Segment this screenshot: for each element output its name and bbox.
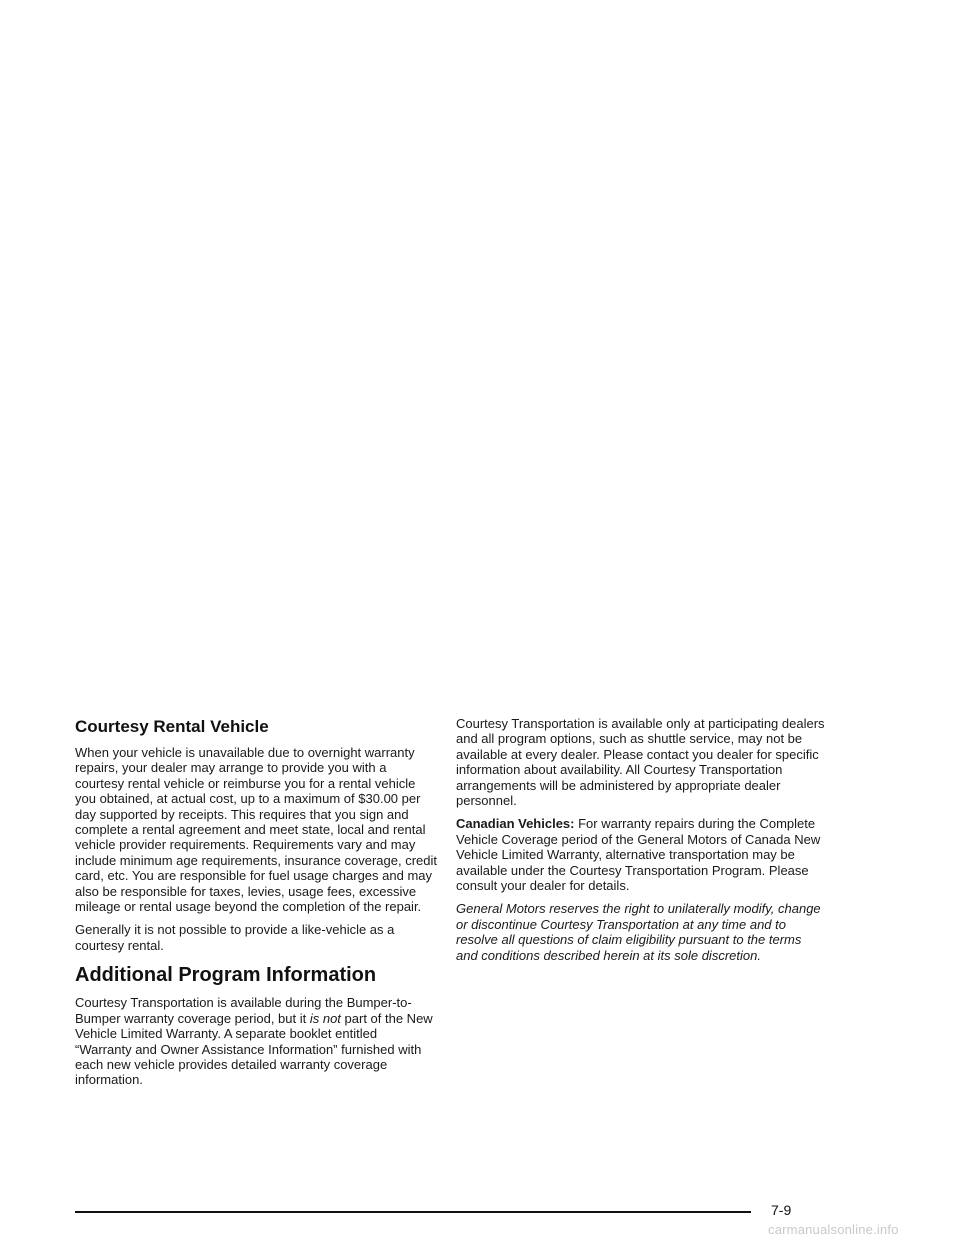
- footer-rule: [75, 1211, 751, 1213]
- watermark: carmanualsonline.info: [768, 1222, 899, 1237]
- disclaimer-text: General Motors reserves the right to unilaterally modify, change or discontinue Courtesy Transportation at any time and to resolve all questions of claim eligibility pursuant to the terms and conditions described herein at its sole discretion.: [456, 901, 821, 963]
- paragraph-additional-program: [75, 995, 437, 1087]
- text-segment: part of the New Vehicle Limited Warranty. A separate booklet entitled “Warranty and Owner Assistance Information” furnished with each new vehicle provides detailed warranty coverage information.: [75, 1010, 433, 1088]
- paragraph-disclaimer: [456, 901, 826, 963]
- paragraph-canadian-vehicles: [456, 816, 826, 893]
- paragraph-availability: Courtesy Transportation is available only at participating dealers and all program options, such as shuttle service, may not be available at every dealer. Please contact you dealer for specific information about availability. All Courtesy Transportation arrangements will be administered by appropriate dealer personnel.: [456, 716, 825, 809]
- text-canadian-vehicles: For warranty repairs during the Complete Vehicle Coverage period of the General Motors of Canada New Vehicle Limited Warranty, alternative transportation may be available under the Courtesy Transportation Program. Please consult your dealer for details.: [456, 816, 821, 894]
- left-column: [75, 716, 437, 1096]
- text-segment: Courtesy Transportation is available during the Bumper-to-Bumper warranty coverage period, but it: [75, 995, 412, 1026]
- right-column: [456, 716, 826, 971]
- page-number: 7-9: [771, 1202, 792, 1218]
- paragraph-like-vehicle: Generally it is not possible to provide a like-vehicle as a courtesy rental.: [75, 922, 395, 953]
- label-canadian-vehicles: Canadian Vehicles:: [456, 816, 575, 832]
- paragraph-courtesy-rental: When your vehicle is unavailable due to overnight warranty repairs, your dealer may arrange to provide you with a courtesy rental vehicle or reimburse you for a rental vehicle you obtained, at actual cost, up to a maximum of $30.00 per day supported by receipts. This requires that you sign and complete a rental agreement and meet state, local and rental vehicle provider requirements. Requirements vary and may include minimum age requirements, insurance coverage, credit card, etc. You are responsible for fuel usage charges and may also be responsible for taxes, levies, usage fees, excessive mileage or rental usage beyond the completion of the repair.: [75, 745, 438, 915]
- emphasis-is-not: is not: [309, 1010, 341, 1026]
- heading-courtesy-rental-vehicle: Courtesy Rental Vehicle: [75, 717, 269, 736]
- heading-additional-program-information: Additional Program Information: [75, 964, 377, 987]
